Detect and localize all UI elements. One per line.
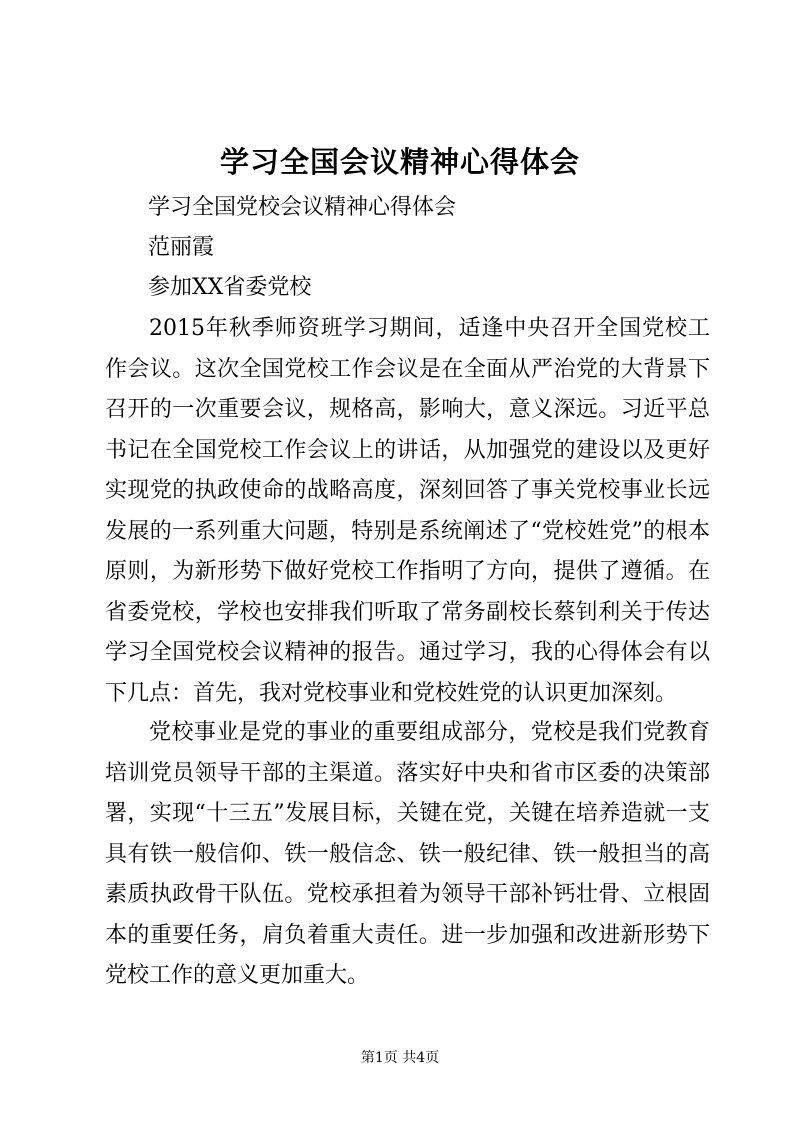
document-affiliation: 参加XX省委党校: [148, 275, 312, 300]
document-author: 范丽霞: [148, 235, 215, 260]
document-subtitle: 学习全国党校会议精神心得体会: [148, 195, 457, 220]
body-paragraph-1: 2015年秋季师资班学习期间，适逢中央召开全国党校工作会议。这次全国党校工作会议是在全面从严治党的大背景下召开的一次重要会议，规格高，影响大，意义深远。习近平总书记在全国党校工作会议上的讲话，从加强党的建设以及更好实现党的执政使命的战略高度，深刻回答了事关党校事业长远发展的一系列重大问题，特别是系统阐述了“党校姓党”的根本原则，为新形势下做好党校工作指明了方向，提供了遵循。在省委党校，学校也安排我们听取了常务副校长蔡钊利关于传达学习全国党校会议精神的报告。通过学习，我的心得体会有以下几点：首先，我对党校事业和党校姓党的认识更加深刻。: [105, 316, 710, 706]
document-title: 学习全国会议精神心得体会: [219, 145, 580, 179]
page-footer: 第1页 共4页: [360, 1050, 440, 1066]
body-paragraph-2: 党校事业是党的事业的重要组成部分，党校是我们党教育培训党员领导干部的主渠道。落实好中央和省市区委的决策部署，实现“十三五”发展目标，关键在党，关键在培养造就一支具有铁一般信仰、铁一般信念、铁一般纪律、铁一般担当的高素质执政骨干队伍。党校承担着为领导干部补钙壮骨、立根固本的重要任务，肩负着重大责任。进一步加强和改进新形势下党校工作的意义更加重大。: [105, 720, 710, 988]
